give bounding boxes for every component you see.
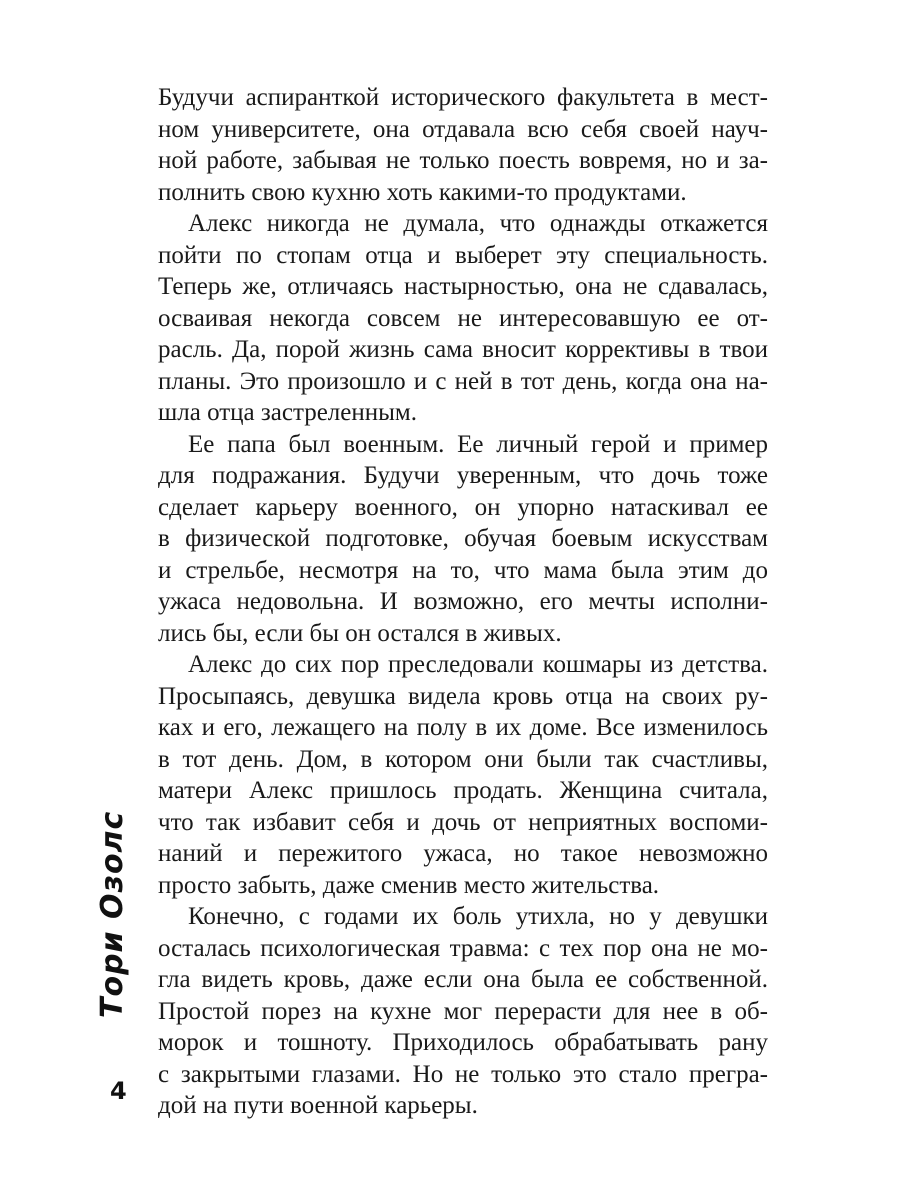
text-line: в тот день. Дом, в котором они были так счастливы,	[158, 745, 768, 773]
text-line: лись бы, если бы он остался в живых.	[158, 619, 562, 647]
text-line: планы. Это произошло и с ней в тот день, когда она на-	[158, 367, 768, 395]
text-line: и стрельбе, несмотря на то, что мама была этим до	[158, 556, 768, 584]
text-line: шла отца застреленным.	[158, 399, 417, 426]
text-line: матери Алекс пришлось продать. Женщина считала,	[158, 777, 768, 804]
text-line: наний и пережитого ужаса, но такое невозможно	[158, 840, 768, 867]
page-number: 4	[110, 1077, 127, 1105]
text-line: полнить свою кухню хоть какими-то продуктами.	[158, 178, 687, 206]
text-line: ной работе, забывая не только поесть вовремя, но и за-	[158, 147, 768, 174]
text-line: Алекс никогда не думала, что однажды откажется	[188, 210, 768, 237]
text-line: сделает карьеру военного, он упорно натаскивал ее	[158, 493, 768, 521]
text-line: с закрытыми глазами. Но не только это стало прегра-	[158, 1060, 768, 1088]
text-line: ужаса недовольна. И возможно, его мечты исполни-	[158, 588, 768, 615]
paragraph-4	[158, 649, 768, 901]
text-line: Конечно, с годами их боль утихла, но у девушки	[188, 903, 768, 930]
text-line: морок и тошноту. Приходилось обрабатывать рану	[158, 1029, 768, 1056]
text-line: гла видеть кровь, даже если она была ее собственной.	[158, 966, 768, 993]
text-line: дой на пути военной карьеры.	[158, 1092, 478, 1119]
text-line: что так избавит себя и дочь от неприятных воспоми-	[158, 808, 768, 836]
text-line: для подражания. Будучи уверенным, что дочь тоже	[158, 462, 768, 489]
author-name: Тори Озолс	[95, 810, 130, 1018]
text-line: Теперь же, отличаясь настырностью, она не сдавалась,	[158, 273, 768, 300]
text-line: Алекс до сих пор преследовали кошмары из детства.	[188, 651, 768, 678]
body-text	[158, 82, 768, 1122]
text-line: просто забыть, даже сменив место жительства.	[158, 871, 660, 899]
text-line: Ее папа был военным. Ее личный герой и пример	[188, 430, 768, 458]
text-line: Просыпаясь, девушка видела кровь отца на своих ру-	[158, 682, 768, 710]
text-line: осваивая некогда совсем не интересовавшую ее от-	[158, 304, 768, 332]
paragraph-2	[158, 208, 768, 429]
text-line: ках и его, лежащего на полу в их доме. Все изменилось	[158, 714, 768, 741]
text-line: пойти по стопам отца и выберет эту специальность.	[158, 241, 768, 269]
text-line: Простой порез на кухне мог перерасти для нее в об-	[158, 997, 768, 1025]
paragraph-3	[158, 429, 768, 650]
paragraph-5	[158, 901, 768, 1122]
paragraph-1	[158, 82, 768, 208]
text-line: расль. Да, порой жизнь сама вносит коррективы в твои	[158, 336, 768, 363]
text-line: ном университете, она отдавала всю себя своей науч-	[158, 115, 768, 143]
text-line: в физической подготовке, обучая боевым искусствам	[158, 525, 768, 552]
text-line: осталась психологическая травма: с тех пор она не мо-	[158, 934, 768, 962]
text-line: Будучи аспиранткой исторического факультета в мест-	[158, 84, 768, 111]
